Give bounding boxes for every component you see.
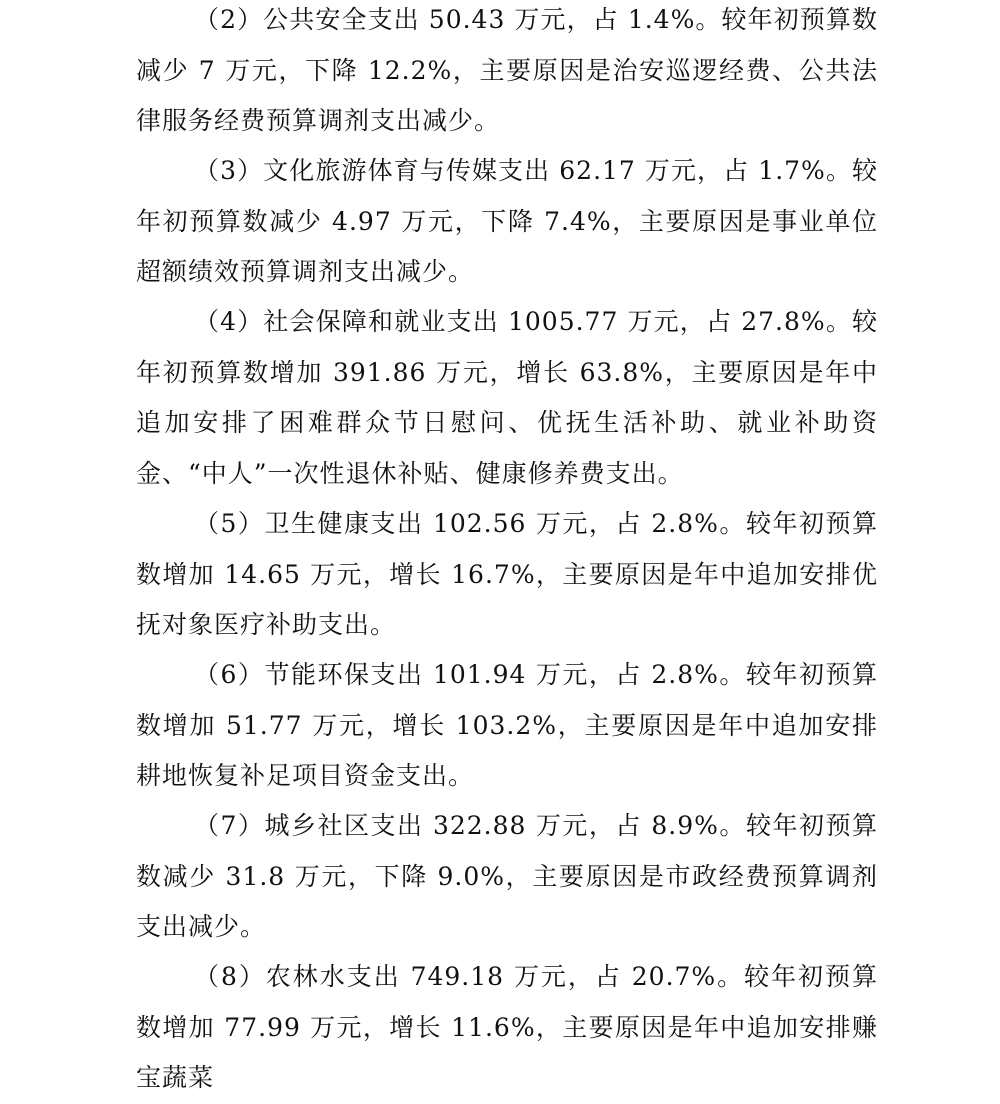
paragraph-social-security: （4）社会保障和就业支出 1005.77 万元，占 27.8%。较年初预算数增加 391.86 万元，增长 63.8%，主要原因是年中追加安排了困难群众节日慰问、优抚生活补助、就业补助资金、“中人”一次性退休补贴、健康修养费支出。 <box>136 307 878 488</box>
paragraph-energy-environment: （6）节能环保支出 101.94 万元，占 2.8%。较年初预算数增加 51.77 万元，增长 103.2%，主要原因是年中追加安排耕地恢复补足项目资金支出。 <box>136 660 878 790</box>
paragraph-public-safety: （2）公共安全支出 50.43 万元，占 1.4%。较年初预算数减少 7 万元，下降 12.2%，主要原因是治安巡逻经费、公共法律服务经费预算调剂支出减少。 <box>136 5 878 135</box>
paragraph-culture-tourism: （3）文化旅游体育与传媒支出 62.17 万元，占 1.7%。较年初预算数减少 4.97 万元，下降 7.4%，主要原因是事业单位超额绩效预算调剂支出减少。 <box>136 156 878 286</box>
paragraph-urban-rural: （7）城乡社区支出 322.88 万元，占 8.9%。较年初预算数减少 31.8 万元，下降 9.0%，主要原因是市政经费预算调剂支出减少。 <box>136 811 878 941</box>
paragraph-agriculture: （8）农林水支出 749.18 万元，占 20.7%。较年初预算数增加 77.99 万元，增长 11.6%，主要原因是年中追加安排赚宝蔬菜 <box>136 962 878 1092</box>
paragraph-health: （5）卫生健康支出 102.56 万元，占 2.8%。较年初预算数增加 14.65 万元，增长 16.7%，主要原因是年中追加安排优抚对象医疗补助支出。 <box>136 509 878 639</box>
